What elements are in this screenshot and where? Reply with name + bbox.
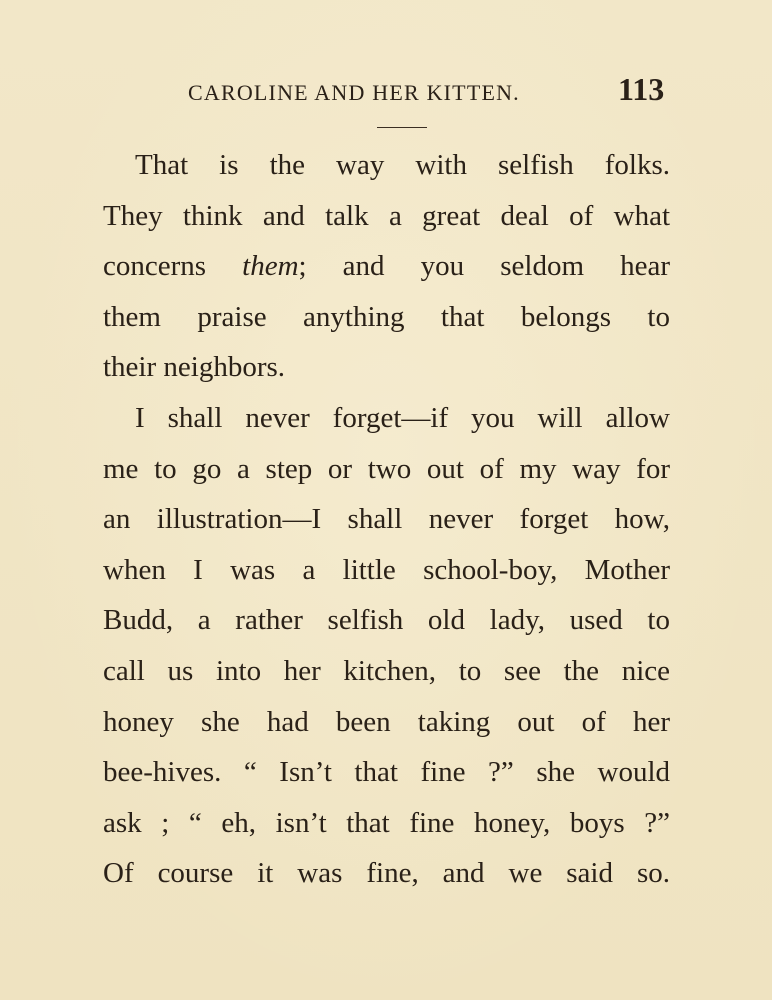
text-line: them praise anything that belongs to <box>103 300 670 333</box>
text-line: when I was a little school-boy, Mother <box>103 553 670 586</box>
text-line: That is the way with selfish folks. <box>135 149 670 181</box>
text-line: Of course it was fine, and we said so. <box>103 857 670 890</box>
text-fragment: ; and you seldom hear <box>298 250 670 283</box>
header-rule <box>377 127 427 128</box>
text-line: honey she had been taking out of her <box>103 705 670 738</box>
running-title: CAROLINE AND HER KITTEN. <box>188 80 520 105</box>
text-fragment: concerns <box>103 250 207 283</box>
text-line: bee-hives. “ Isn’t that fine ?” she would <box>103 756 670 789</box>
text-line: their neighbors. <box>103 351 286 384</box>
text-line: ask ; “ eh, isn’t that fine honey, boys ?” <box>103 806 670 839</box>
text-line: call us into her kitchen, to see the nice <box>103 654 670 687</box>
body-text <box>103 140 670 899</box>
italic-word: them <box>242 250 299 283</box>
text-line: They think and talk a great deal of what <box>103 199 670 232</box>
text-line: I shall never forget—if you will allow <box>135 401 670 434</box>
page-number: 113 <box>618 71 665 107</box>
text-line: Budd, a rather selfish old lady, used to <box>103 604 670 637</box>
text-line <box>103 241 670 292</box>
text-line: an illustration—I shall never forget how, <box>103 503 670 536</box>
text-line: me to go a step or two out of my way for <box>103 452 670 485</box>
